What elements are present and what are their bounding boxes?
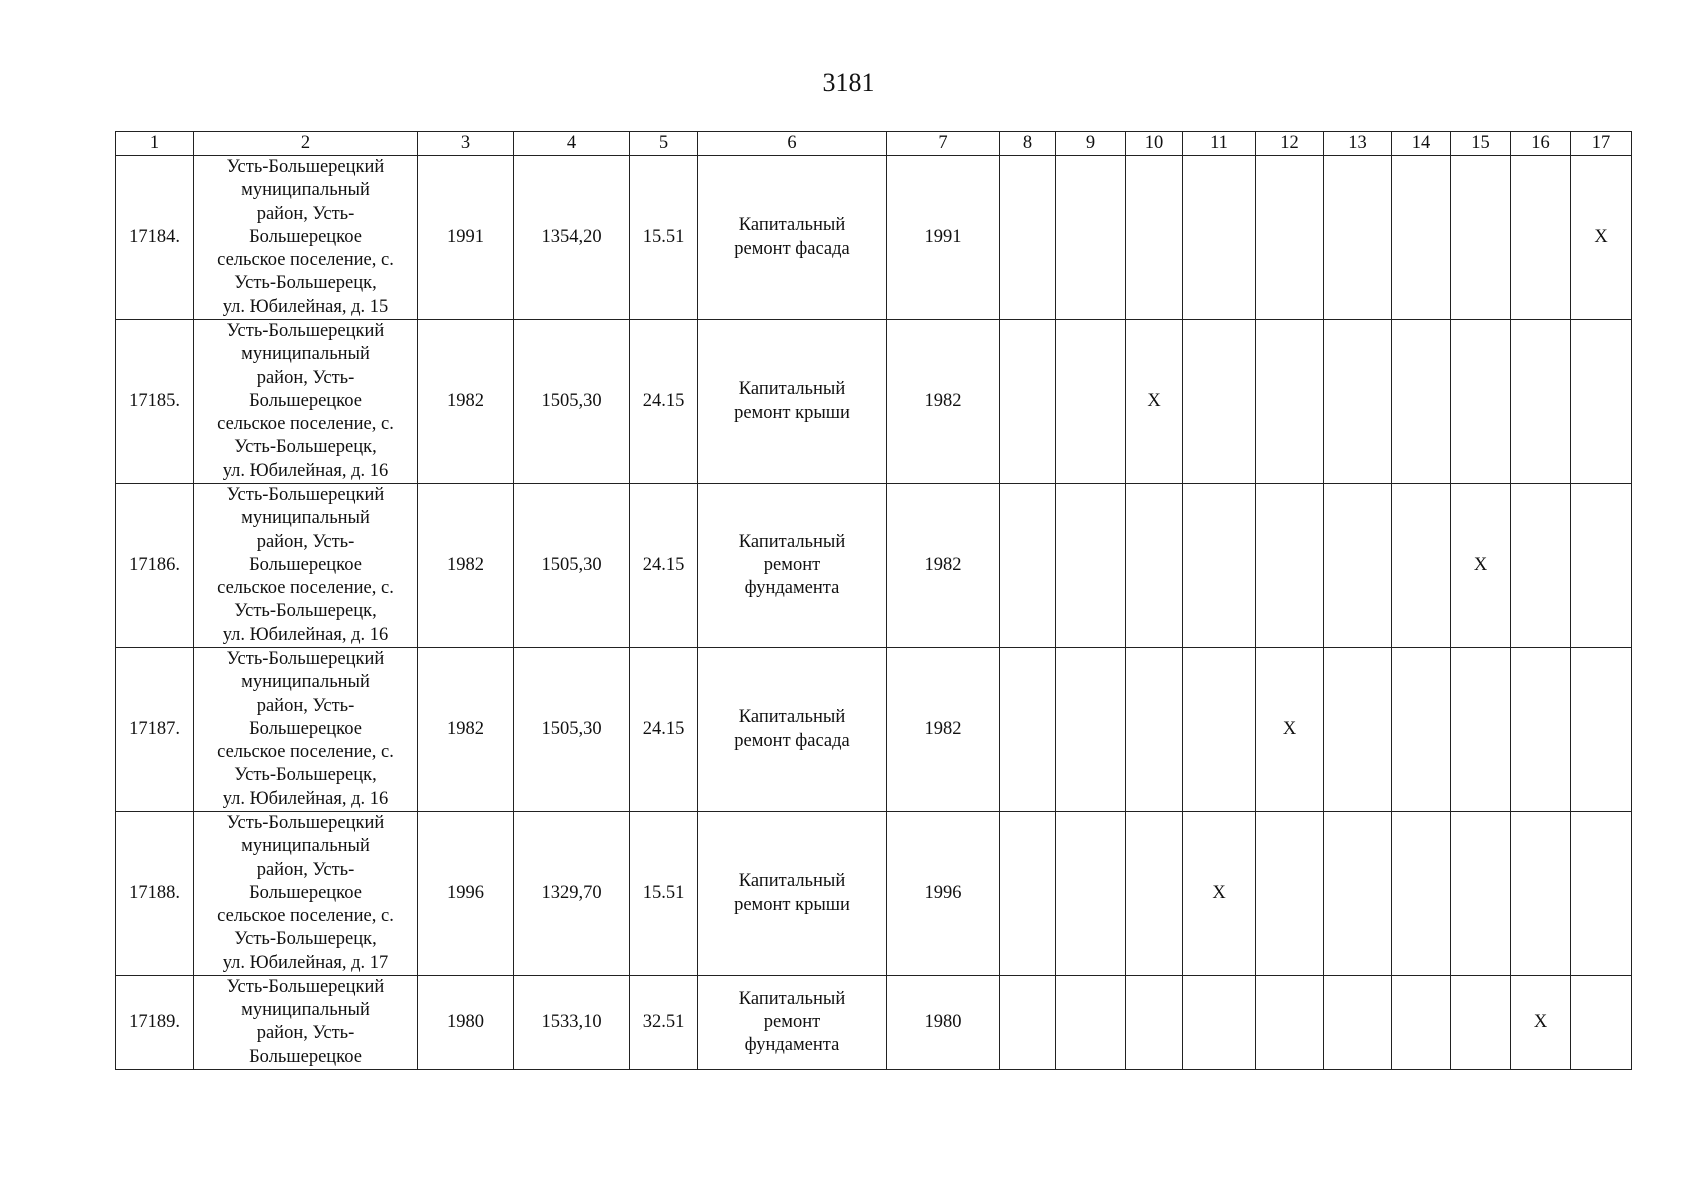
year-mark-cell <box>1392 976 1451 1070</box>
year-mark-cell <box>1183 484 1256 648</box>
address-cell: Усть-Большерецкий муниципальный район, Усть- Большерецкое сельское поселение, с. Усть-Большерецк, ул. Юбилейная, д. 16 <box>194 320 418 484</box>
year-mark-cell <box>1056 976 1126 1070</box>
area-cell: 1505,30 <box>514 320 630 484</box>
year-mark-cell <box>1000 320 1056 484</box>
year-mark-cell <box>1000 648 1056 812</box>
commission-year-cell: 1991 <box>418 156 514 320</box>
address-cell: Усть-Большерецкий муниципальный район, Усть- Большерецкое сельское поселение, с. Усть-Большерецк, ул. Юбилейная, д. 16 <box>194 484 418 648</box>
column-number-cell: 8 <box>1000 132 1056 156</box>
code-cell: 32.51 <box>630 976 698 1070</box>
year-mark-cell <box>1324 812 1392 976</box>
address-cell: Усть-Большерецкий муниципальный район, Усть- Большерецкое <box>194 976 418 1070</box>
year-mark-cell <box>1392 156 1451 320</box>
column-number-cell: 6 <box>698 132 887 156</box>
year-cell: 1980 <box>887 976 1000 1070</box>
year-mark-cell <box>1571 648 1632 812</box>
year-mark-cell <box>1256 976 1324 1070</box>
year-mark-cell <box>1256 320 1324 484</box>
commission-year-cell: 1982 <box>418 484 514 648</box>
year-mark-cell: X <box>1451 484 1511 648</box>
year-cell: 1991 <box>887 156 1000 320</box>
year-mark-cell <box>1511 320 1571 484</box>
year-cell: 1996 <box>887 812 1000 976</box>
table-row <box>116 648 1632 812</box>
year-mark-cell <box>1392 812 1451 976</box>
table-row <box>116 156 1632 320</box>
row-number-cell: 17187. <box>116 648 194 812</box>
year-mark-cell <box>1571 320 1632 484</box>
column-number-cell: 12 <box>1256 132 1324 156</box>
year-mark-cell <box>1056 156 1126 320</box>
commission-year-cell: 1982 <box>418 648 514 812</box>
work-type-cell: Капитальный ремонт фундамента <box>698 976 887 1070</box>
year-mark-cell <box>1451 648 1511 812</box>
column-number-cell: 13 <box>1324 132 1392 156</box>
page-number: 3181 <box>822 68 875 97</box>
year-mark-cell <box>1183 648 1256 812</box>
year-mark-cell <box>1126 976 1183 1070</box>
year-mark-cell <box>1324 320 1392 484</box>
year-mark-cell <box>1571 812 1632 976</box>
year-mark-cell <box>1324 484 1392 648</box>
year-mark-cell <box>1126 812 1183 976</box>
column-number-cell: 10 <box>1126 132 1183 156</box>
year-cell: 1982 <box>887 648 1000 812</box>
row-number-cell: 17184. <box>116 156 194 320</box>
year-mark-cell <box>1392 484 1451 648</box>
year-mark-cell <box>1256 484 1324 648</box>
column-number-cell: 15 <box>1451 132 1511 156</box>
year-mark-cell <box>1183 320 1256 484</box>
year-mark-cell <box>1392 648 1451 812</box>
year-mark-cell <box>1000 976 1056 1070</box>
column-number-cell: 17 <box>1571 132 1632 156</box>
table-row <box>116 484 1632 648</box>
address-cell: Усть-Большерецкий муниципальный район, Усть- Большерецкое сельское поселение, с. Усть-Большерецк, ул. Юбилейная, д. 15 <box>194 156 418 320</box>
year-mark-cell <box>1126 484 1183 648</box>
year-cell: 1982 <box>887 484 1000 648</box>
year-mark-cell <box>1056 320 1126 484</box>
code-cell: 24.15 <box>630 484 698 648</box>
column-number-cell: 1 <box>116 132 194 156</box>
year-mark-cell <box>1451 812 1511 976</box>
code-cell: 24.15 <box>630 320 698 484</box>
code-cell: 24.15 <box>630 648 698 812</box>
column-number-cell: 7 <box>887 132 1000 156</box>
year-mark-cell <box>1056 484 1126 648</box>
row-number-cell: 17188. <box>116 812 194 976</box>
year-mark-cell <box>1451 156 1511 320</box>
year-mark-cell: X <box>1256 648 1324 812</box>
year-mark-cell <box>1511 484 1571 648</box>
year-mark-cell <box>1056 648 1126 812</box>
table-row <box>116 812 1632 976</box>
year-mark-cell <box>1451 320 1511 484</box>
code-cell: 15.51 <box>630 812 698 976</box>
column-number-cell: 4 <box>514 132 630 156</box>
area-cell: 1533,10 <box>514 976 630 1070</box>
year-mark-cell <box>1256 812 1324 976</box>
year-mark-cell <box>1392 320 1451 484</box>
work-type-cell: Капитальный ремонт крыши <box>698 812 887 976</box>
area-cell: 1505,30 <box>514 484 630 648</box>
year-mark-cell <box>1256 156 1324 320</box>
area-cell: 1505,30 <box>514 648 630 812</box>
code-cell: 15.51 <box>630 156 698 320</box>
year-mark-cell <box>1571 976 1632 1070</box>
year-mark-cell <box>1000 484 1056 648</box>
year-mark-cell <box>1451 976 1511 1070</box>
repair-schedule-table <box>115 131 1632 1070</box>
address-cell: Усть-Большерецкий муниципальный район, Усть- Большерецкое сельское поселение, с. Усть-Большерецк, ул. Юбилейная, д. 16 <box>194 648 418 812</box>
year-mark-cell <box>1183 156 1256 320</box>
year-mark-cell <box>1183 976 1256 1070</box>
column-number-cell: 14 <box>1392 132 1451 156</box>
address-cell: Усть-Большерецкий муниципальный район, Усть- Большерецкое сельское поселение, с. Усть-Большерецк, ул. Юбилейная, д. 17 <box>194 812 418 976</box>
area-cell: 1354,20 <box>514 156 630 320</box>
work-type-cell: Капитальный ремонт фасада <box>698 156 887 320</box>
work-type-cell: Капитальный ремонт фундамента <box>698 484 887 648</box>
year-mark-cell <box>1000 156 1056 320</box>
commission-year-cell: 1982 <box>418 320 514 484</box>
column-number-cell: 11 <box>1183 132 1256 156</box>
year-mark-cell <box>1324 976 1392 1070</box>
table-row <box>116 320 1632 484</box>
column-number-cell: 5 <box>630 132 698 156</box>
column-number-cell: 3 <box>418 132 514 156</box>
year-mark-cell <box>1126 156 1183 320</box>
table-body <box>116 132 1632 1070</box>
commission-year-cell: 1980 <box>418 976 514 1070</box>
year-mark-cell <box>1571 484 1632 648</box>
year-mark-cell: X <box>1571 156 1632 320</box>
column-number-cell: 2 <box>194 132 418 156</box>
table-row <box>116 976 1632 1070</box>
row-number-cell: 17185. <box>116 320 194 484</box>
column-number-cell: 16 <box>1511 132 1571 156</box>
year-mark-cell <box>1324 156 1392 320</box>
year-mark-cell: X <box>1126 320 1183 484</box>
year-mark-cell: X <box>1183 812 1256 976</box>
year-mark-cell <box>1056 812 1126 976</box>
year-mark-cell <box>1511 648 1571 812</box>
column-number-row <box>116 132 1632 156</box>
area-cell: 1329,70 <box>514 812 630 976</box>
column-number-cell: 9 <box>1056 132 1126 156</box>
commission-year-cell: 1996 <box>418 812 514 976</box>
year-mark-cell <box>1324 648 1392 812</box>
year-mark-cell <box>1126 648 1183 812</box>
year-mark-cell <box>1511 156 1571 320</box>
work-type-cell: Капитальный ремонт крыши <box>698 320 887 484</box>
year-mark-cell <box>1511 812 1571 976</box>
row-number-cell: 17189. <box>116 976 194 1070</box>
year-cell: 1982 <box>887 320 1000 484</box>
work-type-cell: Капитальный ремонт фасада <box>698 648 887 812</box>
row-number-cell: 17186. <box>116 484 194 648</box>
year-mark-cell <box>1000 812 1056 976</box>
year-mark-cell: X <box>1511 976 1571 1070</box>
